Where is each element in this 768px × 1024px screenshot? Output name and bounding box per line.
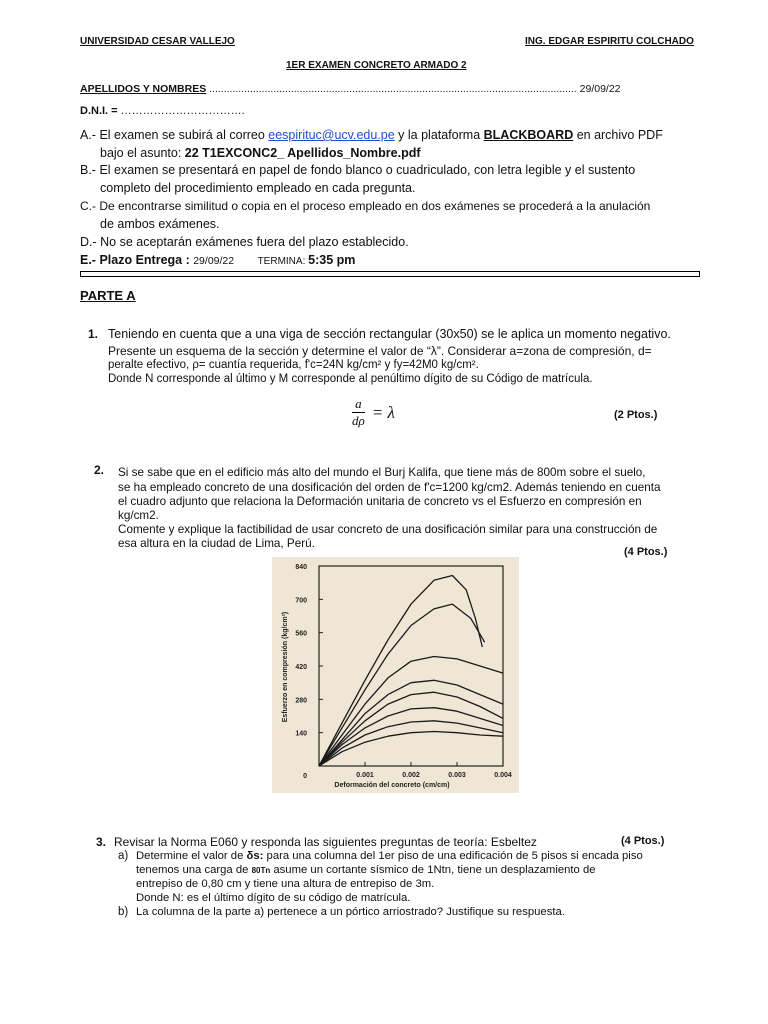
y-tick-label: 420 xyxy=(295,664,307,671)
q3-a-prefix: Determine el valor de xyxy=(136,850,247,862)
x-tick-label: 0.003 xyxy=(448,772,466,779)
q3-a-line3: entrepiso de 0,80 cm y tiene una altura de entrepiso de 3m. xyxy=(136,878,435,890)
q1-points: (2 Ptos.) xyxy=(614,409,658,421)
q2-line1: Si se sabe que en el edificio más alto del mundo el Burj Kalifa, que tiene más de 800m sobre el suelo, xyxy=(118,466,646,479)
series-curve4 xyxy=(319,680,503,766)
instruction-d: D.- No se aceptarán exámenes fuera del plazo establecido. xyxy=(80,235,409,249)
instruction-b-line1: B.- El examen se presentará en papel de fondo blanco o cuadriculado, con letra legible y el sustento xyxy=(80,163,636,177)
platform-name: BLACKBOARD xyxy=(483,128,574,142)
exam-title: 1ER EXAMEN CONCRETO ARMADO 2 xyxy=(286,60,467,71)
q1-line1: Teniendo en cuenta que a una viga de sección rectangular (30x50) se le aplica un momento negativo. xyxy=(108,327,671,341)
subject-label: bajo el asunto: xyxy=(100,146,185,160)
deadline-label: E.- Plazo Entrega : xyxy=(80,253,194,267)
y-tick-label: 840 xyxy=(295,564,307,571)
instruction-a-text: A.- El examen se subirá al correo xyxy=(80,128,269,142)
dni-label: D.N.I. = xyxy=(80,105,121,117)
formula-numerator: a xyxy=(355,396,362,411)
email-link[interactable]: eespirituc@ucv.edu.pe xyxy=(268,128,395,142)
q3-title: Revisar la Norma E060 y responda las siguientes preguntas de teoría: Esbeltez xyxy=(114,835,537,849)
q3-a-load-prefix: tenemos una carga de xyxy=(136,864,252,876)
q1-number: 1. xyxy=(88,327,99,341)
q3-a-load: 80Tn xyxy=(251,866,271,875)
name-dots: .............................................................................................................................. xyxy=(206,83,577,95)
instruction-a-line1 xyxy=(80,128,663,142)
formula-rhs: = λ xyxy=(371,402,395,422)
q3-b-line1: La columna de la parte a) pertenece a un pórtico arriostrado? Justifique su respuesta. xyxy=(136,906,565,918)
name-line xyxy=(80,83,621,95)
chart-svg xyxy=(272,557,519,793)
q3-a-load-suffix: asume un cortante sísmico de 1Ntn, tiene un desplazamiento de xyxy=(270,864,596,876)
y-tick-label: 140 xyxy=(295,730,307,738)
series-curve2 xyxy=(319,604,485,766)
y-axis-label: Esfuerzo en compresión (kg/cm²) xyxy=(282,611,289,723)
y-tick-label: 280 xyxy=(295,697,307,705)
q3-a-line4: Donde N: es el último dígito de su código de matrícula. xyxy=(136,892,411,904)
y-tick-label: 700 xyxy=(295,597,307,605)
teacher-name: ING. EDGAR ESPIRITU COLCHADO xyxy=(525,36,694,47)
q2-points: (4 Ptos.) xyxy=(624,546,668,558)
instruction-a-line2 xyxy=(100,146,421,160)
instruction-e xyxy=(80,253,355,267)
deadline-date: 29/09/22 xyxy=(193,255,235,267)
name-label: APELLIDOS Y NOMBRES xyxy=(80,83,207,95)
series-curve8 xyxy=(319,732,503,767)
q3-a-suffix: para una columna del 1er piso de una edificación de 5 pisos si encada piso xyxy=(263,850,643,862)
q1-line4: Donde N corresponde al último y M corresponde al penúltimo dígito de su Código de matrícula. xyxy=(108,373,593,385)
q2-line4: kg/cm2. xyxy=(118,509,159,522)
instruction-a-suffix: en archivo PDF xyxy=(573,128,663,142)
instruction-b-line2: completo del procedimiento empleado en cada pregunta. xyxy=(100,181,416,195)
q1-line3: peralte efectivo, ρ= cuantía requerida, f'c=24N kg/cm² y fy=42M0 kg/cm². xyxy=(108,359,479,371)
q3-number: 3. xyxy=(96,835,107,849)
x-tick-label: 0.004 xyxy=(494,772,512,779)
q2-line5: Comente y explique la factibilidad de usar concreto de una dosificación similar para una construcción de xyxy=(118,523,658,536)
email-subject: 22 T1EXCONC2_ Apellidos_Nombre.pdf xyxy=(184,146,421,160)
q3-a-line2 xyxy=(136,863,596,878)
delta-symbol: δs: xyxy=(246,850,264,862)
end-time: 5:35 pm xyxy=(308,253,356,267)
q2-number: 2. xyxy=(94,463,105,477)
q3-b-label: b) xyxy=(118,906,129,918)
instruction-c-line1: C.- De encontrarse similitud o copia en el proceso empleado en dos exámenes se procederá a la anulación xyxy=(80,199,651,213)
q2-line6: esa altura en la ciudad de Lima, Perú. xyxy=(118,537,315,550)
x-tick-label: 0.002 xyxy=(402,772,420,779)
y-tick-label: 0 xyxy=(303,773,307,780)
series-curve7 xyxy=(319,721,503,766)
stress-strain-chart xyxy=(272,557,519,793)
plot-frame xyxy=(319,566,503,766)
instruction-a-mid: y la plataforma xyxy=(394,128,484,142)
y-tick-label: 560 xyxy=(295,630,307,638)
q2-line3: el cuadro adjunto que relaciona la Deformación unitaria de concreto vs el Esfuerzo en compresión en xyxy=(118,495,642,508)
q1-line2: Presente un esquema de la sección y determine el valor de “λ”. Considerar a=zona de compresión, d= xyxy=(108,344,652,358)
header-date: 29/09/22 xyxy=(579,83,621,95)
university-name: UNIVERSIDAD CESAR VALLEJO xyxy=(80,36,235,47)
q3-points: (4 Ptos.) xyxy=(621,835,665,847)
end-time-label: TERMINA: xyxy=(257,256,309,267)
q3-a-label: a) xyxy=(118,850,129,862)
q1-formula xyxy=(352,396,395,429)
instruction-c-line2: de ambos exámenes. xyxy=(100,217,220,231)
q3-a-line1 xyxy=(136,849,643,864)
x-axis-label: Deformación del concreto (cm/cm) xyxy=(334,782,450,789)
x-tick-label: 0.001 xyxy=(356,772,374,779)
separator-line xyxy=(80,271,700,277)
dni-line xyxy=(80,105,245,117)
dni-dots: ……………………………. xyxy=(120,105,245,117)
q2-line2: se ha empleado concreto de una dosificación del orden de f'c=1200 kg/cm2. Además teniendo en cuenta xyxy=(118,481,661,494)
part-title: PARTE A xyxy=(80,288,136,303)
formula-denominator: dρ xyxy=(352,413,365,428)
series-curve6 xyxy=(319,708,503,766)
